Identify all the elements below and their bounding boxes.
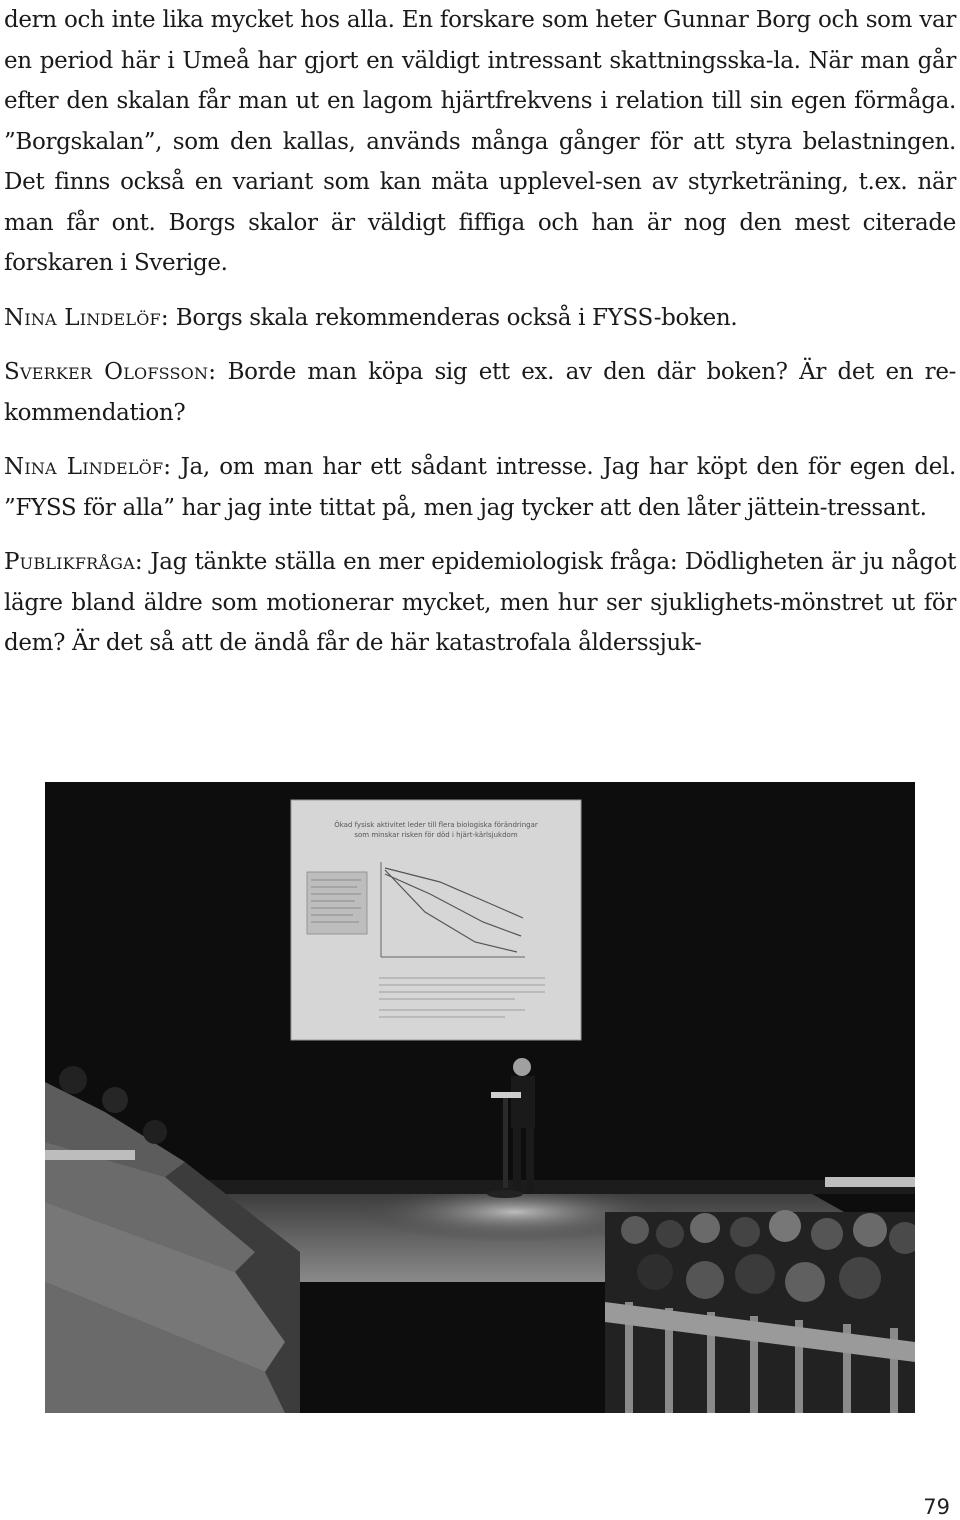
lecture-photo-illustration <box>45 782 915 1413</box>
paragraph-text: dern och inte lika mycket hos alla. En forskare som heter Gunnar Borg och som var en period här i Umeå har gjort en väldigt intressant skattningsska-la. När man går efter den skalan får man ut en lagom hjärtfrekvens i relation till sin egen förmåga. ”Borgskalan”, som den kallas, används många gånger för att styra belastningen. Det finns också en variant som kan mäta upplevel-sen av styrketräning, t.ex. när man får ont. Borgs skalor är väldigt fiffiga och han är nog den mest citerade forskaren i Sverige. <box>4 7 956 276</box>
speaker-name: Nina Lindelöf: <box>4 304 169 331</box>
paragraph-5 <box>4 542 956 664</box>
projection-screen <box>291 800 581 1040</box>
paragraph-text: Jag tänkte ställa en mer epidemiologisk fråga: Dödligheten är ju något lägre bland äldre som motionerar mycket, men hur ser sjuklighets-mönstret ut för dem? Är det så att de ändå får de här katastrofala ålderssjuk- <box>4 549 956 656</box>
body-text <box>4 0 956 664</box>
paragraph-3 <box>4 352 956 433</box>
speaker-name: Publikfråga: <box>4 549 143 575</box>
speaker-name: Nina Lindelöf: <box>4 454 172 480</box>
paragraph-text: Borgs skala rekommenderas också i FYSS-boken. <box>175 304 738 331</box>
slide-title-line2: som minskar risken för död i hjärt-kärlsjukdom <box>354 831 518 839</box>
speaker-name: Sverker Olofsson: <box>4 359 217 385</box>
lecture-photo <box>45 782 915 1413</box>
audience-right <box>605 1210 915 1413</box>
paragraph-text: Borde man köpa sig ett ex. av den där boken? Är det en re-kommendation? <box>4 359 956 426</box>
paragraph-1 <box>4 0 956 284</box>
page-number: 79 <box>923 1495 950 1519</box>
paragraph-4 <box>4 447 956 528</box>
paragraph-text: Ja, om man har ett sådant intresse. Jag har köpt den för egen del. ”FYSS för alla” har jag inte tittat på, men jag tycker att den låter jättein-tressant. <box>4 454 956 521</box>
paragraph-2 <box>4 298 956 339</box>
slide-title-line1: Ökad fysisk aktivitet leder till flera biologiska förändringar <box>334 821 538 829</box>
